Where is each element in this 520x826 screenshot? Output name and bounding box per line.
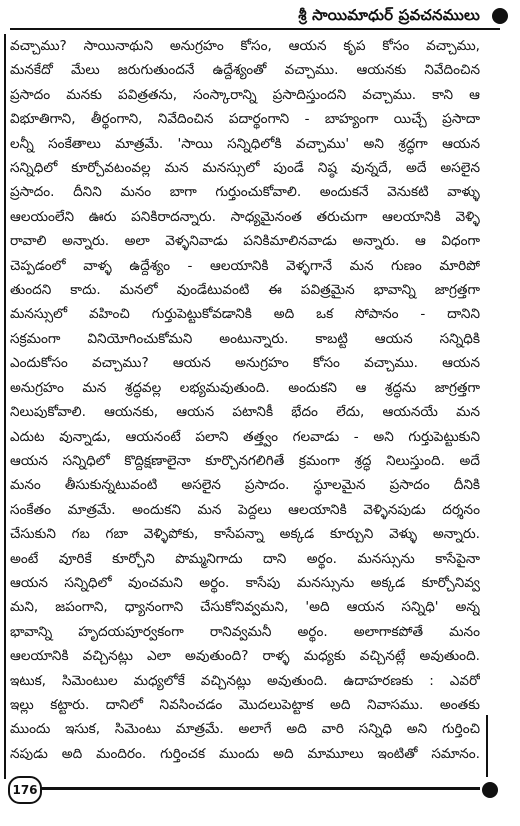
page-body-text — [10, 34, 480, 766]
text-line: మని, జపంగాని, ధ్యానంగాని చేసుకోనివ్వమని, 'అది ఆయన సన్నిధి' అన్న — [10, 599, 480, 616]
text-line: భావాన్ని హృదయపూర్వకంగా రానివ్వమనీ అర్థం. అలాగాకపోతే మనం — [10, 623, 480, 640]
text-line: విభూతిగాని, తీర్థంగాని, నివేదించిన పదార్థంగాని - బాహ్యంగా యిచ్చే ప్రసాదా — [10, 111, 480, 128]
text-line: లన్నీ సంకేతాలు మాత్రమే. 'సాయి సన్నిధిలోకి వచ్చాము' అని శ్రద్ధగా ఆయన — [10, 135, 480, 152]
text-line: మనం తీసుకున్నటువంటి అసలైన ప్రసాదం. స్థూలమైన ప్రసాదం దీనికి — [10, 477, 480, 494]
text-line: రావాలి అన్నారు. అలా వెళ్ళనివాడు పనికిమాలినవాడు అన్నారు. ఆ విధంగా — [10, 233, 480, 250]
text-line: ఆలయంలేని ఊరు పనికిరాదన్నారు. సాధ్యమైనంత తరుచుగా ఆలయానికి వెళ్ళి — [10, 208, 480, 225]
text-line: ఎదుట వున్నాడు, ఆయనంటే పలాని తత్త్వం గలవాడు - అని గుర్తుపెట్టుకుని — [10, 428, 480, 445]
left-margin-rule — [4, 34, 6, 779]
text-line: ప్రసాదం. దీనిని మనం బాగా గుర్తుంచుకోవాలి. అందుకనే వెనుకటి వాళ్ళు — [10, 184, 480, 201]
text-line: ఆయన సన్నిధిలో వుంచమని అర్థం. కాసేపు మనస్సును అక్కడ కూర్చోనివ్వ — [10, 574, 480, 591]
text-line: ఇల్లు కట్టారు. దానిలో నివసించడం మొదలుపెట్టాక అది నివాసము. అంతకు — [10, 696, 480, 713]
text-line: చేసుకుని గబ గబా వెళ్ళిపోకు, కాసేపన్నా అక్కడ కూర్చుని వెళ్ళు అన్నారు. — [10, 526, 480, 543]
book-title: శ్రీ సాయిమాధుర్ ప్రవచనములు — [298, 6, 480, 24]
text-line: ఎందుకోసం వచ్చాము? ఆయన అనుగ్రహం కోసం వచ్చాము. ఆయన — [10, 355, 480, 372]
page-number: 176 — [8, 776, 42, 804]
right-margin-rule — [486, 715, 488, 777]
text-line: నిలుపుకోవాలి. ఆయనకు, ఆయన పటానికీ భేదం లేదు, ఆయనయే మన — [10, 404, 480, 421]
text-line: మనకేదో మేలు జరుగుతుందనే ఉద్దేశ్యంతో వచ్చాము. ఆయనకు నివేదించిన — [10, 62, 480, 79]
text-line: సంకేతం మాత్రమే. అందుకని మన పెద్దలు ఆలయానికి వెళ్ళినపుడు దర్శనం — [10, 501, 480, 518]
text-line: వచ్చాము? సాయినాథుని అనుగ్రహం కోసం, ఆయన కృప కోసం వచ్చాము, — [10, 38, 480, 54]
text-line: చెప్పడంలో వాళ్ళ ఉద్దేశ్యం - ఆలయానికి వెళ్ళగానే మన గుణం మారిపో — [10, 257, 480, 274]
text-line: ఆయన సన్నిధిలో కొద్దిక్షణాలైనా కూర్చొనగలిగితే క్రమంగా శ్రద్ధ నిలుస్తుంది. అదే — [10, 452, 480, 469]
text-line: ఇటుక, సిమెంటుల మధ్యలోకే వచ్చినట్లు అవుతుంది. ఉదాహరణకు : ఎవరో — [10, 672, 480, 689]
footer-ornament-dot — [482, 782, 498, 798]
header-ornament-dot — [492, 8, 508, 24]
text-line: అనుగ్రహం మన శ్రద్ధవల్ల లభ్యమవుతుంది. అందుకని ఆ శ్రద్ధను జాగ్రత్తగా — [10, 379, 480, 396]
text-line: ప్రసాదం మనకు పవిత్రతను, సంస్కారాన్ని ప్రసాదిస్తుందని వచ్చాము. కాని ఆ — [10, 86, 480, 103]
text-line: ఆలయానికి వచ్చినట్లు ఎలా అవుతుంది? రాళ్ళ మధ్యకు వచ్చినట్లే అవుతుంది. — [10, 648, 480, 665]
running-header — [0, 4, 520, 30]
text-line: తుందని కాదు. మనలో వుండేటువంటి ఈ పవిత్రమైన భావాన్ని జాగ్రత్తగా — [10, 282, 480, 299]
text-line: నపుడు అది మందిరం. గుర్తించక ముందు అది మామూలు ఇంటితో సమానం. — [10, 745, 480, 762]
text-line: ముందు ఇసుక, సిమెంటు మాత్రమే. అలాగే అది వారి సన్నిధి అని గుర్తించి — [10, 721, 480, 738]
text-line: సన్నిధిలో కూర్చోవటంవల్ల మన మనస్సులో పుండే నిష్ఠ వున్నదే, అదే అసలైన — [10, 160, 480, 177]
header-rule — [10, 28, 500, 30]
text-line: మనస్సులో వహించి గుర్తుపెట్టుకోవడానికి అది ఒక సోపానం - దానిని — [10, 306, 480, 323]
footer-rule — [40, 787, 480, 790]
text-line: అంటే వూరికే కూర్చోని పొమ్మనిగాదు దాని అర్థం. మనస్సును కాసేపైనా — [10, 550, 480, 567]
text-line: సక్రమంగా వినియోగించుకోమని అంటున్నారు. కాబట్టి ఆయన సన్నిధికి — [10, 330, 480, 347]
